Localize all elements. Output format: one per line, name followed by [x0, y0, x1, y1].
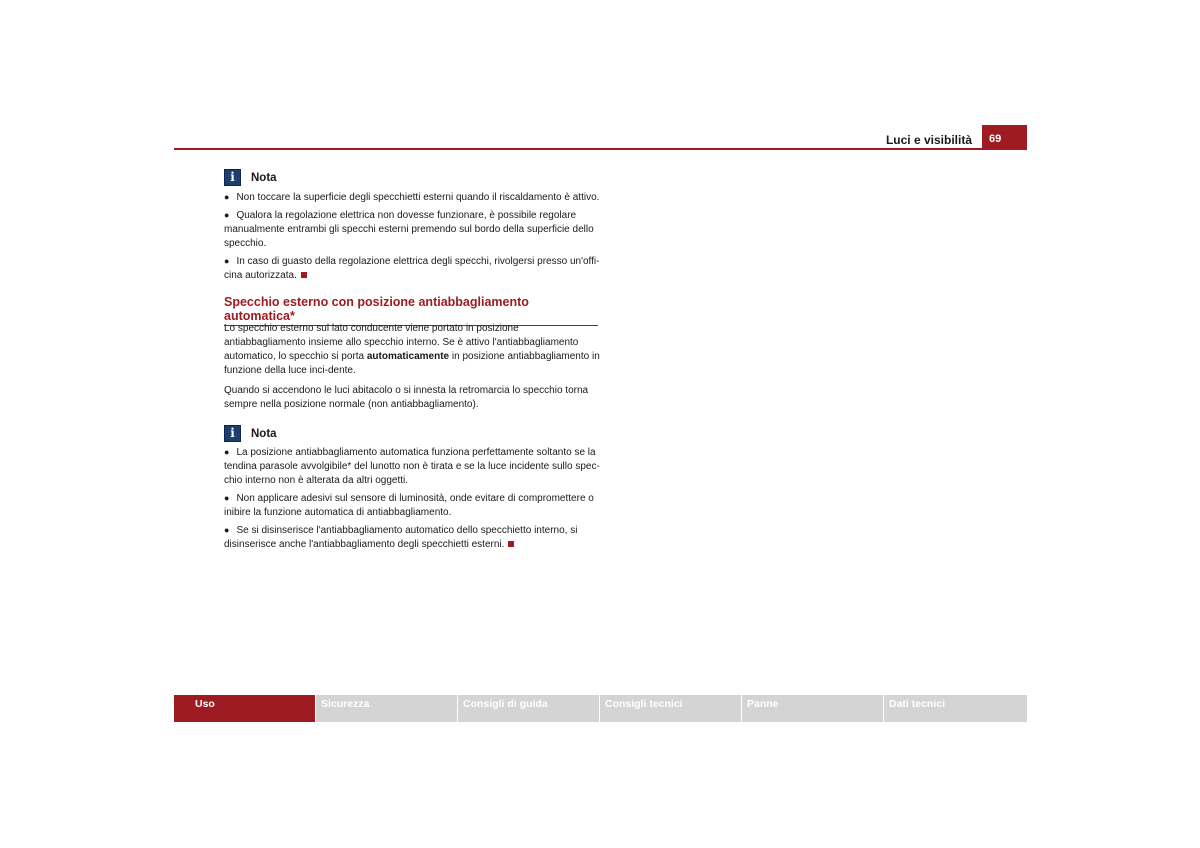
section-body [224, 322, 600, 418]
end-marker-icon [301, 272, 307, 278]
list-item: ● La posizione antiabbagliamento automatica funziona perfettamente soltanto se la tendina parasole avvolgibile* del lunotto non è tirata e se la luce incidente sullo spec-chio interno non è alterata da altri oggetti. [224, 447, 600, 486]
note-title: Nota [251, 427, 277, 440]
info-icon: i [224, 425, 241, 442]
tab-consigli-di-guida[interactable]: Consigli di guida [458, 695, 599, 722]
header-rule [174, 148, 1027, 150]
tab-uso[interactable]: Uso [174, 695, 315, 722]
list-item: ● Non toccare la superficie degli specchietti esterni quando il riscaldamento è attivo. [224, 192, 600, 203]
list-item: ● Se si disinserisce l'antiabbagliamento automatico dello specchietto interno, si disinserisce anche l'antiabbagliamento degli specchietti esterni. [224, 525, 578, 550]
list-item: ● Non applicare adesivi sul sensore di luminosità, onde evitare di compromettere o inibire la funzione automatica di antiabbagliamento. [224, 493, 594, 518]
paragraph: Quando si accendono le luci abitacolo o si innesta la retromarcia lo specchio torna sempre nella posizione normale (non antiabbagliamento). [224, 385, 589, 410]
tab-sicurezza[interactable]: Sicurezza [316, 695, 457, 722]
section-heading: Specchio esterno con posizione antiabbagliamento automatica* [224, 295, 598, 326]
end-marker-icon [508, 541, 514, 547]
note-header [224, 169, 277, 186]
note-2-body [224, 445, 600, 555]
note-1-body [224, 190, 600, 286]
note-header [224, 425, 277, 442]
info-icon: i [224, 169, 241, 186]
paragraph: Lo specchio esterno sul lato conducente viene portato in posizione antiabbagliamento insieme allo specchio interno. Se è attivo l'antiabbagliamento automatico, lo specchio si porta automaticamente in posizione antiabbagliamento in funzione della luce inci-dente. [224, 323, 600, 376]
tab-consigli-tecnici[interactable]: Consigli tecnici [600, 695, 741, 722]
chapter-tab-bar [174, 695, 1027, 722]
section-title: Luci e visibilità [885, 133, 972, 147]
page-number: 69 [982, 125, 1027, 149]
list-item: ● Qualora la regolazione elettrica non dovesse funzionare, è possibile regolare manualmente entrambi gli specchi esterni premendo sul bordo della superficie dello specchio. [224, 210, 594, 249]
list-item: ● In caso di guasto della regolazione elettrica degli specchi, rivolgersi presso un'offi-cina autorizzata. [224, 256, 600, 281]
tab-dati-tecnici[interactable]: Dati tecnici [884, 695, 1027, 722]
tab-panne[interactable]: Panne [742, 695, 883, 722]
note-title: Nota [251, 171, 277, 184]
